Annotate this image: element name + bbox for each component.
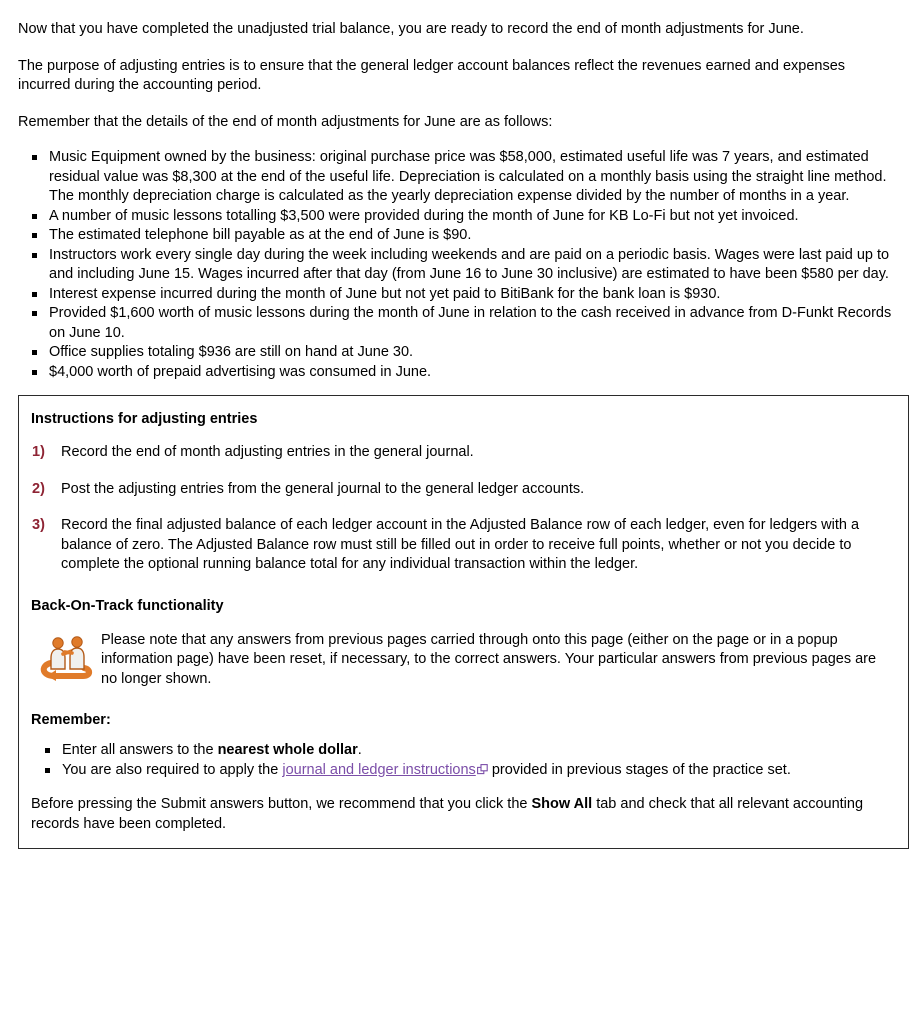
list-item xyxy=(18,304,897,343)
square-bullet-icon xyxy=(45,768,50,773)
nearest-whole-dollar-emphasis: nearest whole dollar xyxy=(217,742,358,758)
square-bullet-icon xyxy=(32,233,37,238)
back-on-track-heading: Back-On-Track functionality xyxy=(31,597,224,614)
square-bullet-icon xyxy=(32,350,37,355)
remember-heading: Remember: xyxy=(31,712,111,728)
adjustment-text: Interest expense incurred during the month of June but not yet paid to BitiBank for the bank loan is $930. xyxy=(49,285,721,302)
intro-paragraph-3: Remember that the details of the end of month adjustments for June are as follows: xyxy=(18,113,553,130)
step-text: Record the final adjusted balance of each ledger account in the Adjusted Balance row of each ledger, even for ledgers with a balance of zero. The Adjusted Balance row must still be filled out in order to receive full points, whether or not you decide to complete the optional running balance total for any individual transaction within the ledger. xyxy=(61,517,860,572)
intro-paragraph-2: The purpose of adjusting entries is to ensure that the general ledger account balances reflect the revenues earned and expenses incurred during the accounting period. xyxy=(18,57,846,93)
square-bullet-icon xyxy=(32,214,37,219)
step-marker: 2) xyxy=(32,480,45,497)
step-text: Record the end of month adjusting entries in the general journal. xyxy=(61,444,474,460)
adjustment-text: A number of music lessons totalling $3,500 were provided during the month of June for KB Lo-Fi but not yet invoiced. xyxy=(49,207,799,224)
instruction-step xyxy=(31,516,894,575)
list-item xyxy=(31,761,894,781)
panel-heading: Instructions for adjusting entries xyxy=(31,411,258,427)
adjustment-text: Office supplies totaling $936 are still on hand at June 30. xyxy=(49,344,414,360)
adjustments-list xyxy=(18,148,897,382)
square-bullet-icon xyxy=(32,311,37,316)
back-on-track-people-icon xyxy=(39,631,95,683)
list-item xyxy=(18,148,897,207)
remember-item-2-suffix: provided in previous stages of the practice set. xyxy=(487,761,791,778)
remember-item-1-prefix: Enter all answers to the xyxy=(62,742,218,758)
remember-item-2-prefix: You are also required to apply the xyxy=(62,761,283,778)
instruction-step xyxy=(31,480,894,500)
list-item xyxy=(31,741,894,761)
show-all-emphasis: Show All xyxy=(531,796,593,812)
back-on-track-text: Please note that any answers from previous pages carried through onto this page (either on the page or in a popup information page) have been reset, if necessary, to the correct answers. Your particular answers from previous pages are no longer shown. xyxy=(101,631,877,687)
remember-list xyxy=(31,741,894,780)
square-bullet-icon xyxy=(32,292,37,297)
closing-suffix: tab and check that all relevant accounting records have been completed. xyxy=(31,796,864,832)
list-item xyxy=(18,226,897,246)
external-link-icon[interactable] xyxy=(477,762,488,773)
step-marker: 1) xyxy=(32,444,45,460)
back-on-track-row xyxy=(31,629,894,690)
closing-paragraph xyxy=(31,795,894,834)
square-bullet-icon xyxy=(32,155,37,160)
remember-item-1-suffix: . xyxy=(357,742,362,758)
step-text: Post the adjusting entries from the general journal to the general ledger accounts. xyxy=(61,480,585,497)
square-bullet-icon xyxy=(32,253,37,258)
adjustment-text: $4,000 worth of prepaid advertising was consumed in June. xyxy=(49,363,432,380)
list-item xyxy=(18,343,897,363)
list-item xyxy=(18,246,897,285)
instructions-panel xyxy=(18,395,909,849)
square-bullet-icon xyxy=(45,748,50,753)
intro-paragraph-1: Now that you have completed the unadjusted trial balance, you are ready to record the end of month adjustments for June. xyxy=(18,21,804,37)
list-item xyxy=(18,363,897,383)
adjustment-text: Instructors work every single day during the week including weekends and are paid on a periodic basis. Wages were last paid up to and including June 15. Wages incurred after that day (from June 16 to June 30 inclusive) are estimated to have been $580 per day. xyxy=(49,246,890,282)
instruction-steps-list xyxy=(31,443,894,575)
instruction-step xyxy=(31,443,894,463)
list-item xyxy=(18,285,897,305)
adjustment-text: The estimated telephone bill payable as at the end of June is $90. xyxy=(49,227,472,243)
step-marker: 3) xyxy=(32,517,45,533)
closing-prefix: Before pressing the Submit answers button, we recommend that you click the xyxy=(31,796,532,812)
journal-and-ledger-instructions-link[interactable]: journal and ledger instructions xyxy=(282,761,476,778)
list-item xyxy=(18,207,897,227)
adjustment-text: Provided $1,600 worth of music lessons during the month of June in relation to the cash received in advance from D-Funkt Records on June 10. xyxy=(49,305,892,341)
adjustment-text: Music Equipment owned by the business: original purchase price was $58,000, estimated useful life was 7 years, and estimated residual value was $8,300 at the end of the useful life. Depreciation is calculated on a monthly basis using the straight line method. The monthly depreciation charge is calculated as the yearly depreciation expense divided by the number of months in a year. xyxy=(49,149,887,204)
square-bullet-icon xyxy=(32,370,37,375)
